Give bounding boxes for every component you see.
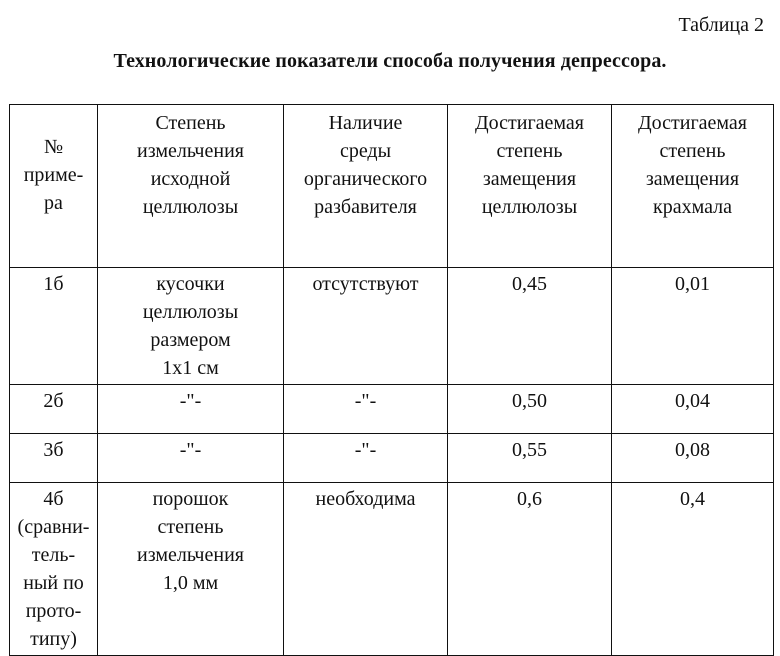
table-row [10, 483, 774, 656]
table-cell: кусочки целлюлозы размером 1х1 см [98, 268, 284, 385]
table-cell: 0,4 [612, 483, 774, 656]
table-row [10, 268, 774, 385]
table-cell: 2б [10, 385, 98, 434]
table-row [10, 434, 774, 483]
table-cell: 0,08 [612, 434, 774, 483]
table-cell: -"- [98, 434, 284, 483]
table-cell: необходима [284, 483, 448, 656]
table-cell: -"- [98, 385, 284, 434]
table-cell: 3б [10, 434, 98, 483]
table-cell: 0,45 [448, 268, 612, 385]
table-cell: 0,01 [612, 268, 774, 385]
table-cell: 4б (сравни- тель- ный по прото- типу) [10, 483, 98, 656]
table-cell: порошок степень измельчения 1,0 мм [98, 483, 284, 656]
table-cell: 0,04 [612, 385, 774, 434]
table-cell: отсутствуют [284, 268, 448, 385]
table-row [10, 385, 774, 434]
column-header-organic-diluent: Наличие среды органического разбавителя [284, 105, 448, 268]
table-cell: 0,55 [448, 434, 612, 483]
table-cell: -"- [284, 434, 448, 483]
column-header-grinding-degree: Степень измельчения исходной целлюлозы [98, 105, 284, 268]
column-header-example-number: № приме- ра [10, 105, 98, 268]
table-caption: Таблица 2 [678, 14, 764, 36]
table-cell: 0,6 [448, 483, 612, 656]
data-table [9, 104, 774, 656]
table-cell: -"- [284, 385, 448, 434]
column-header-cellulose-substitution: Достигаемая степень замещения целлюлозы [448, 105, 612, 268]
column-header-starch-substitution: Достигаемая степень замещения крахмала [612, 105, 774, 268]
table-cell: 1б [10, 268, 98, 385]
table-header-row [10, 105, 774, 268]
table-title: Технологические показатели способа получения депрессора. [113, 50, 667, 72]
table-cell: 0,50 [448, 385, 612, 434]
